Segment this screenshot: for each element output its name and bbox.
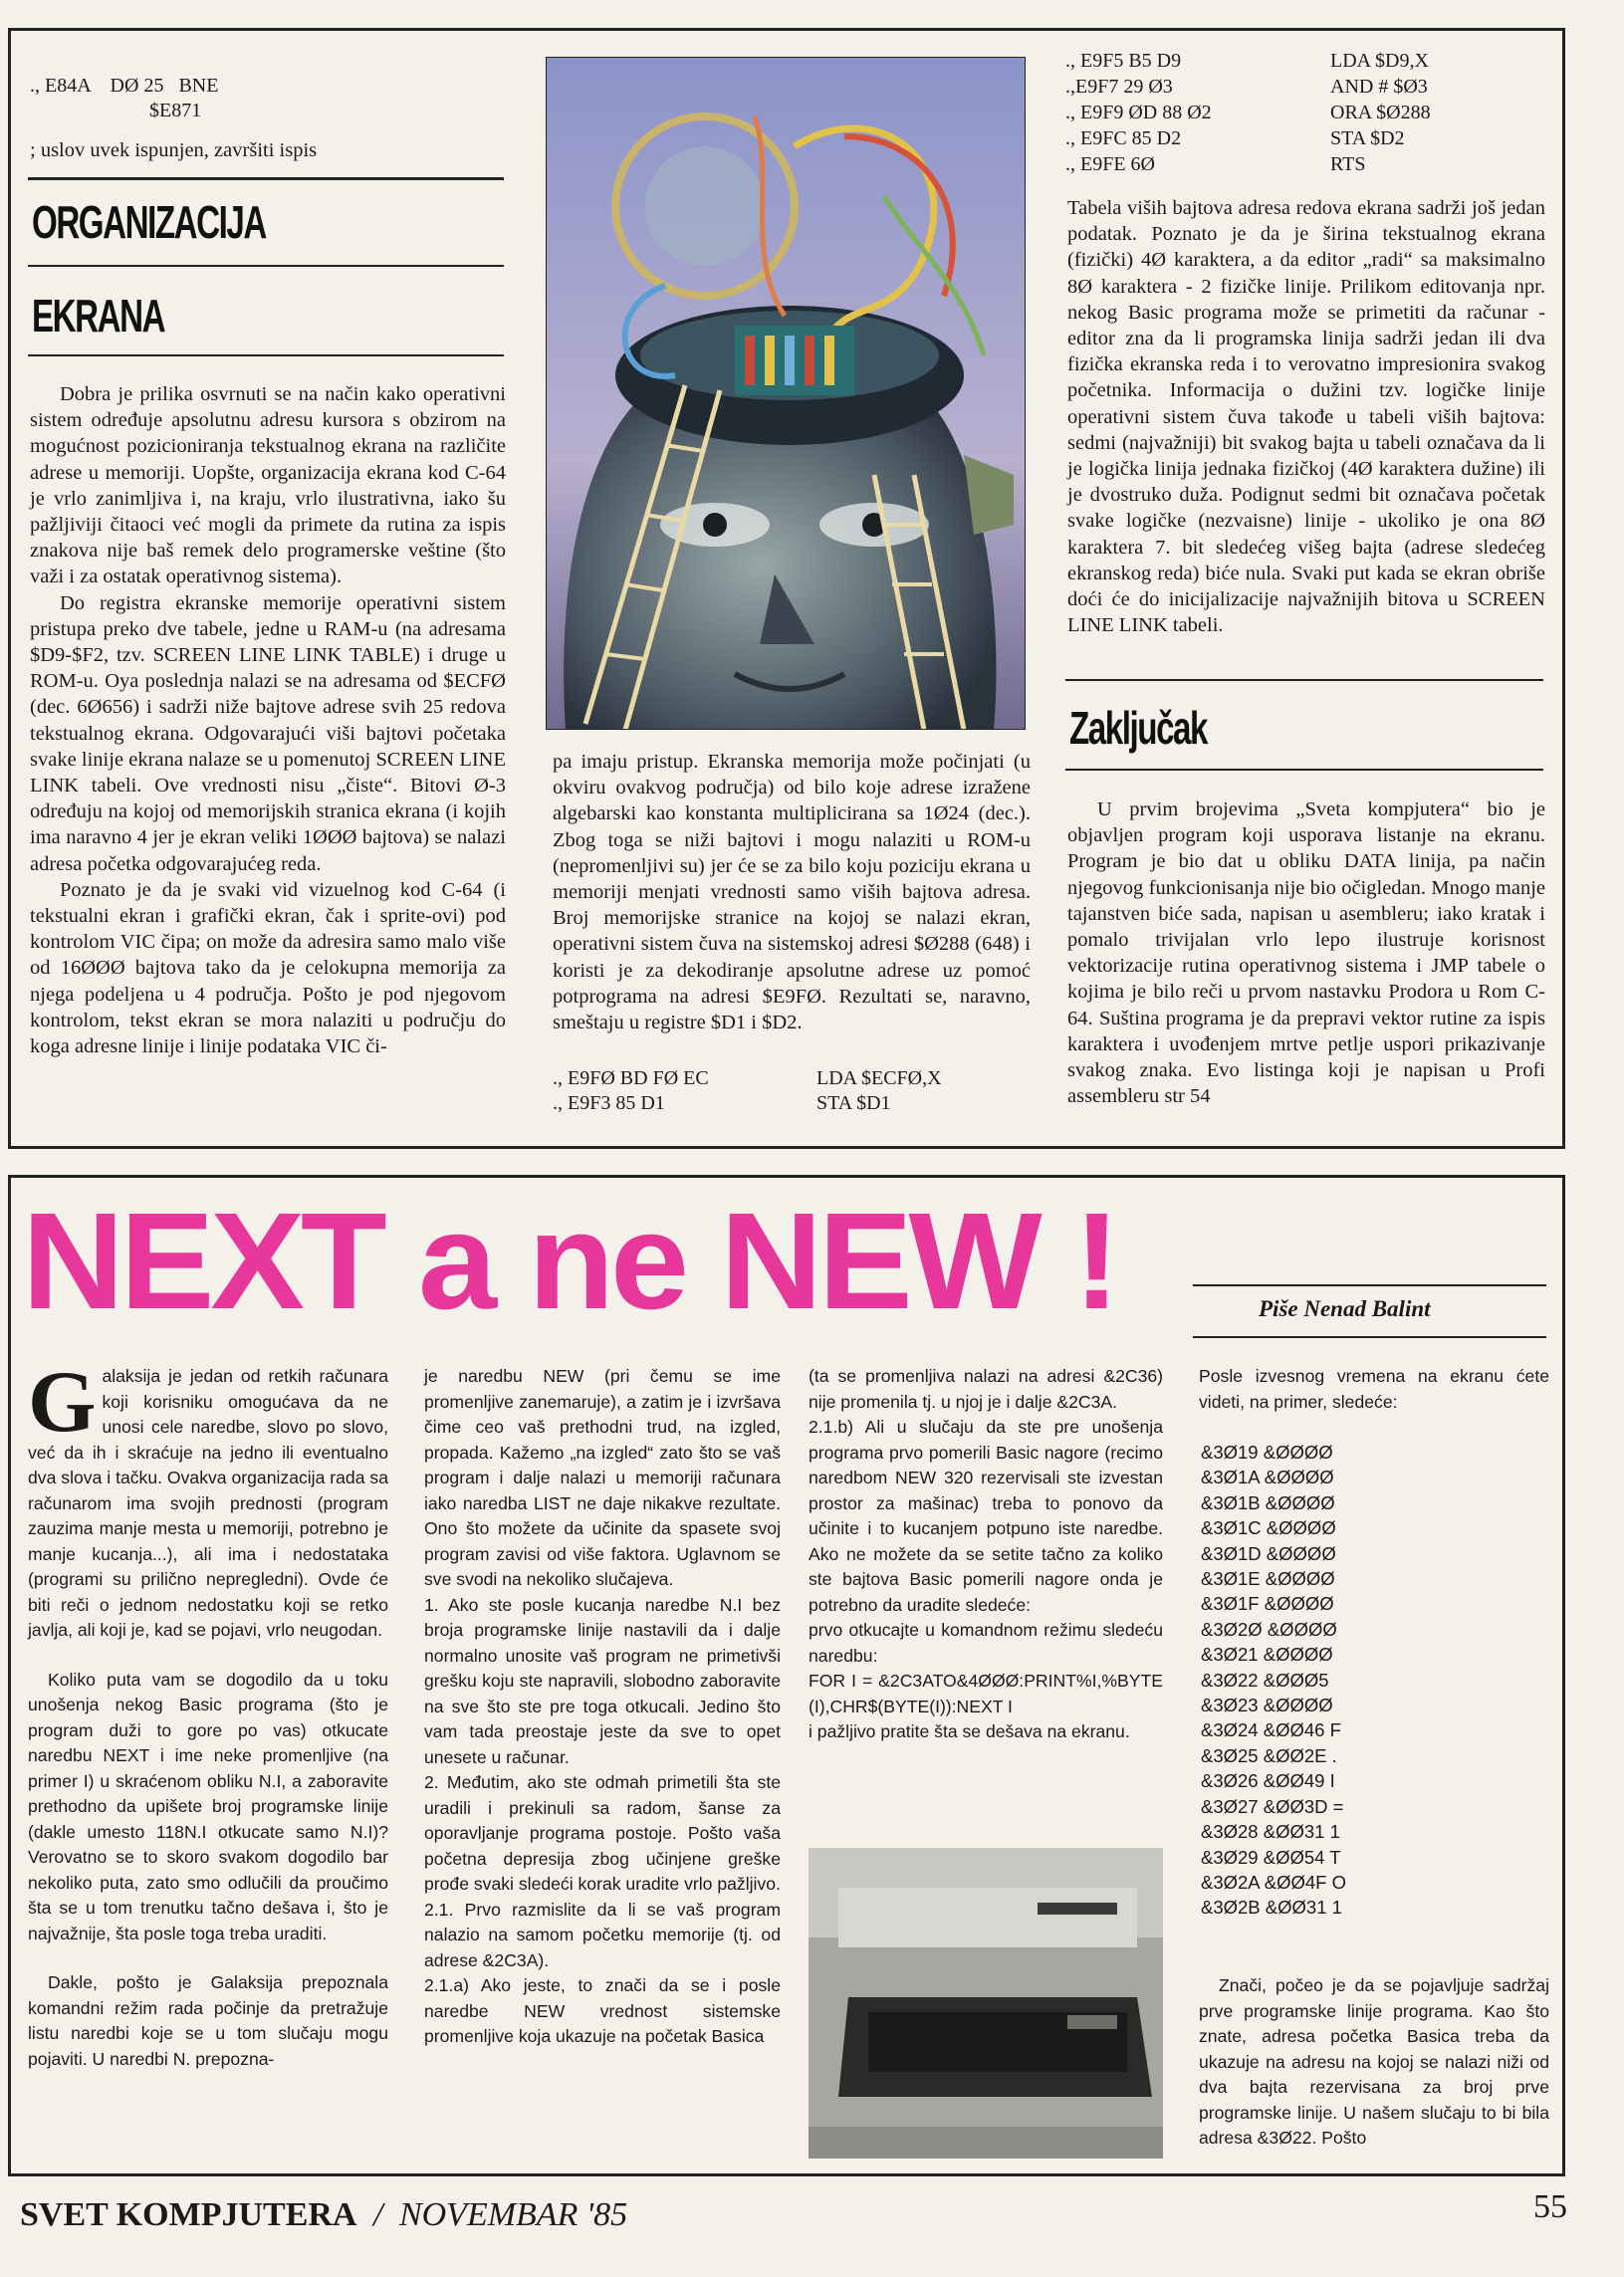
divider	[28, 265, 504, 267]
computer-photo	[809, 1848, 1163, 2159]
body-column-1	[30, 381, 506, 1059]
body-column-2: pa imaju pristup. Ekranska memorija može počinjati (u okviru ovakvog područja) od bilo koje adrese izražene algebarski kao konstanta multiplicirana sa 1Ø24 (dec.). Zbog toga se niži bajtovi i mogu nalaziti u ROM-u (nepromenljivi su) jer će se za bilo koju poziciju ekrana u memoriji menjati vrednosti samo viših bajtova adresa. Broj memorijske stranice na kojoj se nalazi ekran, operativni sistem čuva na sistemskoj adresi $Ø288 (648) i koristi je za dekodiranje apsolutne adrese uz pomoć potprograma na adresi $E9FØ. Rezultati se, naravno, smeštaju u registre $D1 i $D2.	[553, 751, 1031, 1034]
memory-dump-listing: &3Ø19 &ØØØØ &3Ø1A &ØØØØ &3Ø1B &ØØØØ &3Ø1C &ØØØØ &3Ø1D &ØØØØ &3Ø1E &ØØØØ &3Ø1F &ØØØØ &3Ø2Ø &ØØØØ &3Ø21 &ØØØØ &3Ø22 &ØØØ5 &3Ø23 &ØØØØ &3Ø24 &ØØ46 F &3Ø25 &ØØ2E . &3Ø26 &ØØ49 I &3Ø27 &ØØ3D = &3Ø28 &ØØ31 1 &3Ø29 &ØØ54 T &3Ø2A &ØØ4F O &3Ø2B &ØØ31 1	[1201, 1442, 1347, 1919]
article-title: NEXT a ne NEW !	[22, 1185, 1117, 1338]
paragraph: Do registra ekranske memorije operativni sistem pristupa preko dve tabele, jedne u RAM-u (na adresama $D9-$F2, tzv. SCREEN LINE LINK TABLE) i druge u ROM-u. Oya poslednja nalazi se na adresama od $ECFØ (dec. 6Ø656) i sadrži niže bajtove adrese svih 25 redova tekstualnog ekrana. Odgovarajući viši bajtovi početaka svake linije ekrana nalaze se u pomenutoj SCREEN LINE LINK tabeli. Ove vrednosti nisu „čiste“. Bitovi Ø-3 određuju na kojoj od memorijskih stranica ekrana (i kojih ima naravno 4 jer je ekran veliki 1ØØØ bajtova) se nalazi adresa početka odgovarajućeg reda.	[30, 591, 506, 875]
magazine-name: SVET KOMPJUTERA	[20, 2196, 357, 2233]
robot-head-illustration	[546, 57, 1026, 730]
separator: /	[372, 2196, 383, 2233]
drop-cap: G	[28, 1354, 97, 1451]
section-heading-organizacija: ORGANIZACIJA	[32, 196, 266, 248]
divider	[1065, 769, 1543, 771]
paragraph: Dobra je prilika osvrnuti se na način kako operativni sistem određuje apsolutnu adresu kursora s obzirom na mogućnost pozicioniranja tekstualnog ekrana na različite adrese u memoriji. Uopšte, organizacija ekrana kod C-64 je vrlo zanimljiva i, na kraju, vrlo ilustrativna, iako šu pažljiviji čitaoci već mogli da primete da rutina za ispis znakova nije baš remek delo programerske veštine (što važi i za ostatak operativnog sistema).	[30, 383, 506, 588]
page-number: 55	[1533, 2188, 1567, 2225]
divider	[1193, 1336, 1546, 1338]
code-listing-left: ., E9F5 B5 D9 .,E9F7 29 Ø3 ., E9F9 ØD 88 Ø2 ., E9FC 85 D2 ., E9FE 6Ø	[1065, 50, 1212, 175]
article-column-4-end: Znači, počeo je da se pojavljuje sadržaj prve programske linije programa. Kao što znate, adresa početka Basica treba da ukazuje na adresu na kojoj se nalazi niži od dva bajta rezervisana za broj prve programske linije. U našem slučaju to bi bila adresa &3Ø22. Pošto	[1199, 1975, 1549, 2148]
article-column-1	[28, 1354, 388, 2072]
issue-date: NOVEMBAR '85	[398, 2196, 628, 2233]
article-column-4-intro: Posle izvesnog vremena na ekranu ćete videti, na primer, sledeće:	[1199, 1366, 1549, 1412]
divider	[28, 177, 504, 180]
code-listing-right: LDA $ECFØ,X STA $D1	[816, 1067, 942, 1114]
code-listing-bne: ., E84A DØ 25 BNE $E871	[30, 75, 219, 121]
section-heading-ekrana: EKRANA	[32, 290, 165, 342]
paragraph: Koliko puta vam se dogodilo da u toku unošenja nekog Basic programa (što je program duži to gore po vas) otkucate naredbu NEXT i ime neke promenljive (na primer I) u skraćenom obliku N.I, a zaboravite prethodno da upišete broj programske linije (dakle umesto 118N.I otkucate samo N.I)? Verovatno se to skoro svakom dogodilo bar nekoliko puta, zato smo odlučili da proučimo šta se u tom trenutku tačno dešava i, što je najvažnije, šta posle toga treba uraditi.	[28, 1669, 388, 1943]
paragraph: Galaksija je jedan od retkih računara koji korisniku omogućava da ne unosi cele naredbe, slovo po slovo, već da ih i skraćuje na jedno ili eventualno dva slova i tačku. Ovakva organizacija rada sa računarom ima svojih prednosti (program zauzima manje mesta u memoriji, potrebno je manje kucanja...), ali ima i nedostataka (programi su prilično nepregledni). Ovde će biti reči o jednom nedostatku koji se retko javlja, ali koji je, kad se pojavi, vrlo neugodan.	[28, 1354, 388, 1640]
code-listing-left: ., E9FØ BD FØ EC ., E9F3 85 D1	[553, 1067, 709, 1114]
code-listing-right: LDA $D9,X AND # $Ø3 ORA $Ø288 STA $D2 RTS	[1330, 50, 1431, 175]
code-comment: ; uslov uvek ispunjen, završiti ispis	[30, 139, 318, 161]
article-column-2: je naredbu NEW (pri čemu se ime promenljive zanemaruje), a zatim je i izvršava čime ceo vaš prethodni trud, na izgled, propada. Kažemo „na izgled“ zato što se vaš program i dalje nalazi u memoriji računara iako naredba LIST ne daje nikakve rezultate. Ono što možete da učinite da spasete svoj program zavisi od više faktora. Uglavnom se sve svodi na nekoliko slučajeva. 1. Ako ste posle kucanja naredbe N.I bez broja programske linije nastavili da i dalje normalno unosite vaš program ne primetivši grešku koju ste napravili, slobodno zaboravite na sve što ste pre toga otkucali. Jedino što vam tada preostaje jeste da sve to opet unesete u računar. 2. Međutim, ako ste odmah primetili šta ste uradili i prekinuli sa radom, šanse za oporavljanje programa postoje. Pošto vaša početna depresija zbog učinjene greške prođe svaki sledeći korak uradite vrlo pažljivo. 2.1. Prvo razmislite da li se vaš program nalazio na samom početku memorije (tj. od adrese &2C3A). 2.1.a) Ako jeste, to znači da se i posle naredbe NEW vrednost sistemske promenljive koja ukazuje na početak Basica	[424, 1366, 781, 2046]
article-column-3: (ta se promenljiva nalazi na adresi &2C36) nije promenila tj. u njoj je i dalje &2C3A. 2.1.b) Ali u slučaju da ste pre unošenja programa prvo pomerili Basic nagore (recimo naredbom NEW 320 rezervisali ste izvestan prostor za mašinac) treba to ponovo da učinite i to kucanjem potpuno iste naredbe. Ako ne možete da se setite tačno za koliko ste bajtova Basic pomerili nagore onda je potrebno da uradite sledeće: prvo otkucajte u komandnom režimu sledeću naredbu: FOR I = &2C3ATO&4ØØØ:PRINT%I,%BYTE (I),CHR$(BYTE(I)):NEXT I i pažljivo pratite šta se dešava na ekranu.	[809, 1366, 1163, 1741]
divider	[1193, 1284, 1546, 1286]
divider	[1065, 679, 1543, 681]
byline: Piše Nenad Balint	[1259, 1296, 1431, 1321]
footer-running-head	[20, 2196, 627, 2234]
conclusion-text: U prvim brojevima „Sveta kompjutera“ bio je objavljen program koji usporava listanje na ekranu. Program je bio dat u obliku DATA linija, pa način njegovog funkcionisanja nije bio očigledan. Mnogo manje tajanstven biće sada, napisan u asembleru; iako kratak i pomalo trivijalan vrlo lepo ilustruje korisnost vektorizacije rutina operativnog sistema i JMP tabele o kojima je bilo reči u prvom nastavku Prodora u Rom C-64. Suština programa je da prepravi vektor rutine za ispis karaktera i uvođenjem mrtve petlje uspori prikazivanje svakog znaka. Evo listinga koji je napisan u Profi assembleru str 54	[1067, 798, 1545, 1108]
section-heading-zakljucak: Zaključak	[1069, 702, 1208, 754]
paragraph: Dakle, pošto je Galaksija prepoznala komandni režim rada počinje da pretražuje listu naredbi koje se u tom slučaju mogu pojaviti. U naredbi N. prepozna-	[28, 1972, 388, 2069]
paragraph: Poznato je da je svaki vid vizuelnog kod C-64 (i tekstualni ekran i grafički ekran, čak i sprite-ovi) pod kontrolom VIC čipa; on može da adresira samo malo više od 16ØØØ bajtova tako da je celokupna memorija za njega podeljena u 4 područja. Pošto je pod njegovom kontrolom, tekst ekran se mora nalaziti u području do koga adresne linije i linije podataka VIC či-	[30, 878, 506, 1058]
body-column-3: Tabela viših bajtova adresa redova ekrana sadrži još jedan podatak. Poznato je da je širina tekstualnog ekrana (fizički) 4Ø karaktera, a da editor „radi“ sa maksimalno 8Ø karaktera - 2 fizičke linije. Prilikom editovanja npr. nekog Basic programa može se primetiti da računar - editor zna da li programska linija sadrži jedan ili dva fizička ekranska reda i to verovatno impresionira svakog početnika. Informacija o dužini tzv. logičke linije operativni sistem čuva takođe u tabeli viših bajtova: sedmi (najvažniji) bit svakog bajta u tabeli označava da li je logička linija jednaka fizičkoj (4Ø karaktera dužine) ili je dvostruko duža. Podignut sedmi bit označava početak svake logičke (nezvaisne) linije - ukoliko je ona 8Ø karaktera 7. bit sledećeg višeg bajta (adrese sledećeg ekranskog reda) biće nula. Svaki put kada se ekran obriše doći će do inicijalizacije najvažnijih bitova u SCREEN LINE LINK tabeli.	[1067, 197, 1545, 637]
divider	[28, 354, 504, 356]
